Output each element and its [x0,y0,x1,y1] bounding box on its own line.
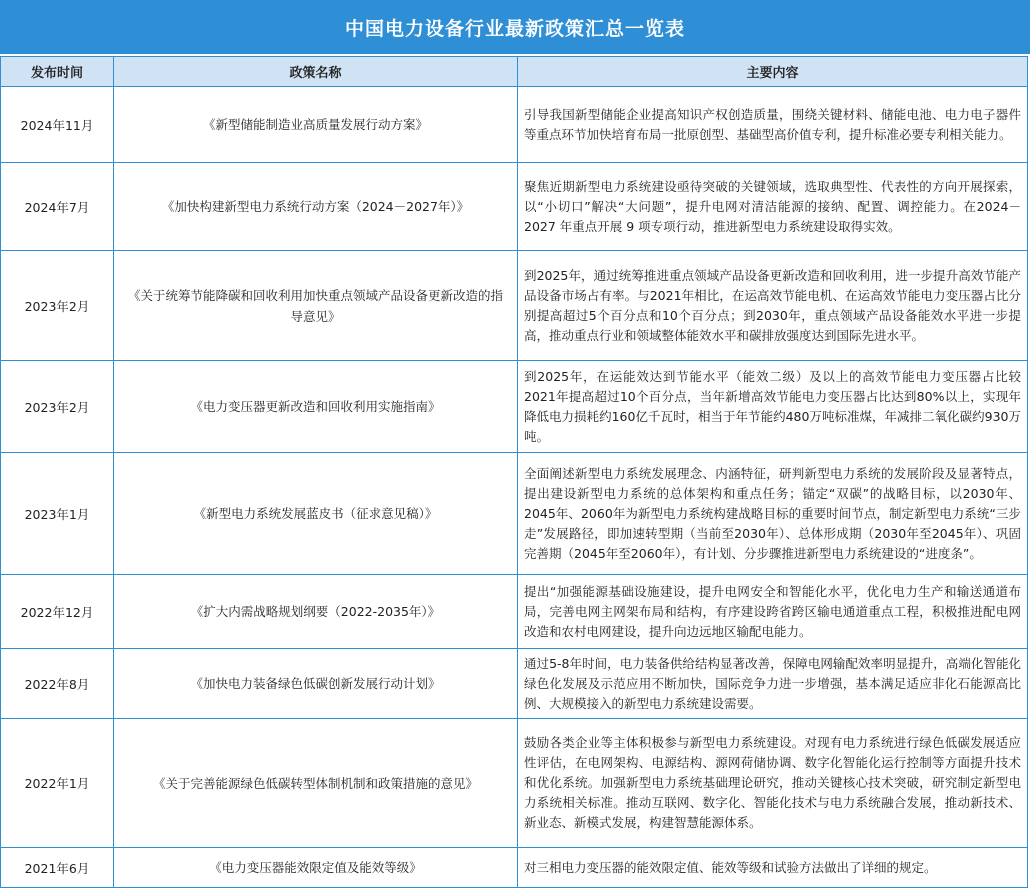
row-date: 2023年2月 [1,361,114,453]
row-policy-name: 《新型储能制造业高质量发展行动方案》 [114,87,518,163]
table-row [1,719,1028,848]
row-content: 通过5-8年时间，电力装备供给结构显著改善，保障电网输配效率明显提升，高端化智能化绿色化发展及示范应用不断加快，国际竞争力进一步增强，基本满足适应非化石能源高比例、大规模接入的新型电力系统建设需要。 [518,649,1028,719]
table-row [1,848,1028,888]
row-content: 全面阐述新型电力系统发展理念、内涵特征，研判新型电力系统的发展阶段及显著特点，提出建设新型电力系统的总体架构和重点任务；锚定“双碳”的战略目标，以2030年、2045年、2060年为新型电力系统构建战略目标的重要时间节点，制定新型电力系统“三步走”发展路径，即加速转型期（当前至2030年）、总体形成期（2030年至2045年）、巩固完善期（2045年至2060年），有计划、分步骤推进新型电力系统建设的“进度条”。 [518,453,1028,575]
table-row [1,87,1028,163]
row-date: 2024年11月 [1,87,114,163]
table-row [1,163,1028,251]
table-title: 中国电力设备行业最新政策汇总一览表 [0,0,1030,54]
row-date: 2022年8月 [1,649,114,719]
row-date: 2021年6月 [1,848,114,888]
row-date: 2023年2月 [1,251,114,361]
row-policy-name: 《新型电力系统发展蓝皮书（征求意见稿）》 [114,453,518,575]
row-policy-name: 《扩大内需战略规划纲要（2022-2035年）》 [114,575,518,649]
row-policy-name: 《关于完善能源绿色低碳转型体制机制和政策措施的意见》 [114,719,518,848]
table-row [1,649,1028,719]
header-date: 发布时间 [1,57,114,87]
row-date: 2023年1月 [1,453,114,575]
row-policy-name: 《关于统筹节能降碳和回收利用加快重点领域产品设备更新改造的指导意见》 [114,251,518,361]
header-row [1,57,1028,87]
row-content: 聚焦近期新型电力系统建设亟待突破的关键领域，选取典型性、代表性的方向开展探索，以“小切口”解决“大问题”，提升电网对清洁能源的接纳、配置、调控能力。在2024－2027 年重点开展 9 项专项行动，推进新型电力系统建设取得实效。 [518,163,1028,251]
table-row [1,575,1028,649]
row-policy-name: 《加快构建新型电力系统行动方案（2024－2027年）》 [114,163,518,251]
row-date: 2022年1月 [1,719,114,848]
row-date: 2024年7月 [1,163,114,251]
policy-table [0,56,1028,888]
row-policy-name: 《加快电力装备绿色低碳创新发展行动计划》 [114,649,518,719]
row-content: 到2025年，在运能效达到节能水平（能效二级）及以上的高效节能电力变压器占比较2021年提高超过10个百分点，当年新增高效节能电力变压器占比达到80%以上，实现年降低电力损耗约160亿千瓦时，相当于年节能约480万吨标准煤，年减排二氧化碳约930万吨。 [518,361,1028,453]
header-content: 主要内容 [518,57,1028,87]
header-name: 政策名称 [114,57,518,87]
table-row [1,361,1028,453]
row-content: 提出“加强能源基础设施建设，提升电网安全和智能化水平，优化电力生产和输送通道布局，完善电网主网架布局和结构，有序建设跨省跨区输电通道重点工程，积极推进配电网改造和农村电网建设，提升向边远地区输配电能力。 [518,575,1028,649]
table-row [1,453,1028,575]
row-date: 2022年12月 [1,575,114,649]
row-policy-name: 《电力变压器更新改造和回收利用实施指南》 [114,361,518,453]
row-content: 对三相电力变压器的能效限定值、能效等级和试验方法做出了详细的规定。 [518,848,1028,888]
row-content: 引导我国新型储能企业提高知识产权创造质量，围绕关键材料、储能电池、电力电子器件等重点环节加快培育布局一批原创型、基础型高价值专利，提升标准必要专利相关能力。 [518,87,1028,163]
row-content: 鼓励各类企业等主体积极参与新型电力系统建设。对现有电力系统进行绿色低碳发展适应性评估，在电网架构、电源结构、源网荷储协调、数字化智能化运行控制等方面提升技术和优化系统。加强新型电力系统基础理论研究，推动关键核心技术突破，研究制定新型电力系统相关标准。推动互联网、数字化、智能化技术与电力系统融合发展，推动新技术、新业态、新模式发展，构建智慧能源体系。 [518,719,1028,848]
row-content: 到2025年，通过统筹推进重点领域产品设备更新改造和回收利用，进一步提升高效节能产品设备市场占有率。与2021年相比，在运高效节能电机、在运高效节能电力变压器占比分别提高超过5个百分点和10个百分点；到2030年，重点领域产品设备能效水平进一步提高，推动重点行业和领域整体能效水平和碳排放强度达到国际先进水平。 [518,251,1028,361]
table-row [1,251,1028,361]
row-policy-name: 《电力变压器能效限定值及能效等级》 [114,848,518,888]
